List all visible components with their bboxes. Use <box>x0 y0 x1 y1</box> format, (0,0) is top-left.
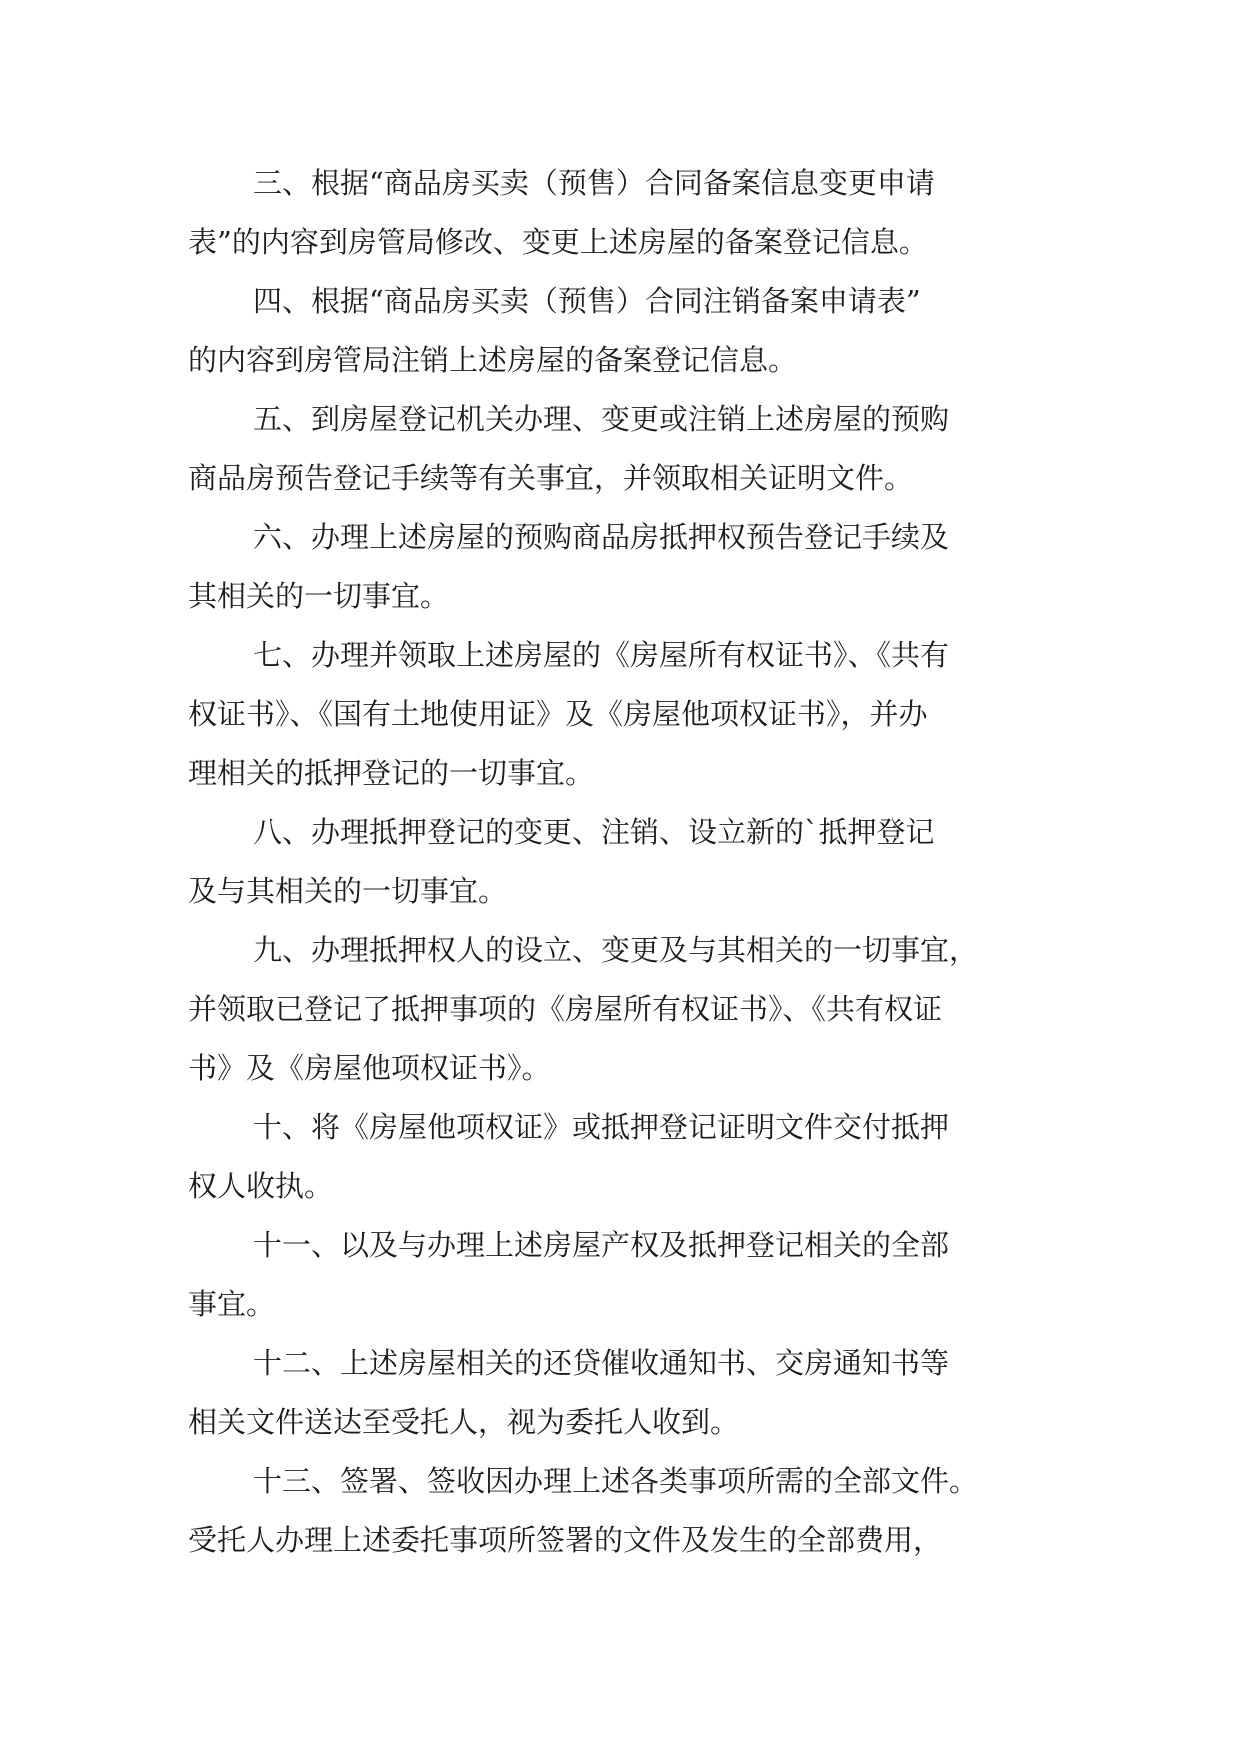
text-line: 八、办理抵押登记的变更、注销、设立新的`抵押登记 <box>253 815 935 849</box>
text-line: 其相关的一切事宜。 <box>188 579 450 613</box>
text-line: 相关文件送达至受托人，视为委托人收到。 <box>188 1405 740 1439</box>
text-line: 书》及《房屋他项权证书》。 <box>188 1051 551 1085</box>
text-line: 权人收执。 <box>188 1169 334 1203</box>
text-line: 及与其相关的一切事宜。 <box>188 874 508 908</box>
text-line: 七、办理并领取上述房屋的《房屋所有权证书》、《共有 <box>253 638 950 672</box>
text-line: 十二、上述房屋相关的还贷催收通知书、交房通知书等 <box>253 1346 950 1380</box>
text-line: 的内容到房管局注销上述房屋的备案登记信息。 <box>188 343 798 377</box>
text-line: 十一、以及与办理上述房屋产权及抵押登记相关的全部 <box>253 1228 950 1262</box>
text-line: 理相关的抵押登记的一切事宜。 <box>188 756 595 790</box>
text-line: 十、将《房屋他项权证》或抵押登记证明文件交付抵押 <box>253 1110 950 1144</box>
text-line: 表”的内容到房管局修改、变更上述房屋的备案登记信息。 <box>188 225 928 259</box>
text-line: 受托人办理上述委托事项所签署的文件及发生的全部费用， <box>188 1523 943 1557</box>
text-line: 权证书》、《国有土地使用证》及《房屋他项权证书》，并办 <box>188 697 928 731</box>
text-line: 商品房预告登记手续等有关事宜，并领取相关证明文件。 <box>188 461 914 495</box>
text-line: 十三、签署、签收因办理上述各类事项所需的全部文件。 <box>253 1464 979 1498</box>
text-line: 四、根据“商品房买卖（预售）合同注销备案申请表” <box>253 284 921 318</box>
text-line: 六、办理上述房屋的预购商品房抵押权预告登记手续及 <box>253 520 950 554</box>
text-line: 三、根据“商品房买卖（预售）合同备案信息变更申请 <box>253 166 935 200</box>
text-line: 五、到房屋登记机关办理、变更或注销上述房屋的预购 <box>253 402 950 436</box>
text-line: 事宜。 <box>188 1287 276 1321</box>
text-line: 九、办理抵押权人的设立、变更及与其相关的一切事宜， <box>253 933 979 967</box>
text-line: 并领取已登记了抵押事项的《房屋所有权证书》、《共有权证 <box>188 992 943 1026</box>
